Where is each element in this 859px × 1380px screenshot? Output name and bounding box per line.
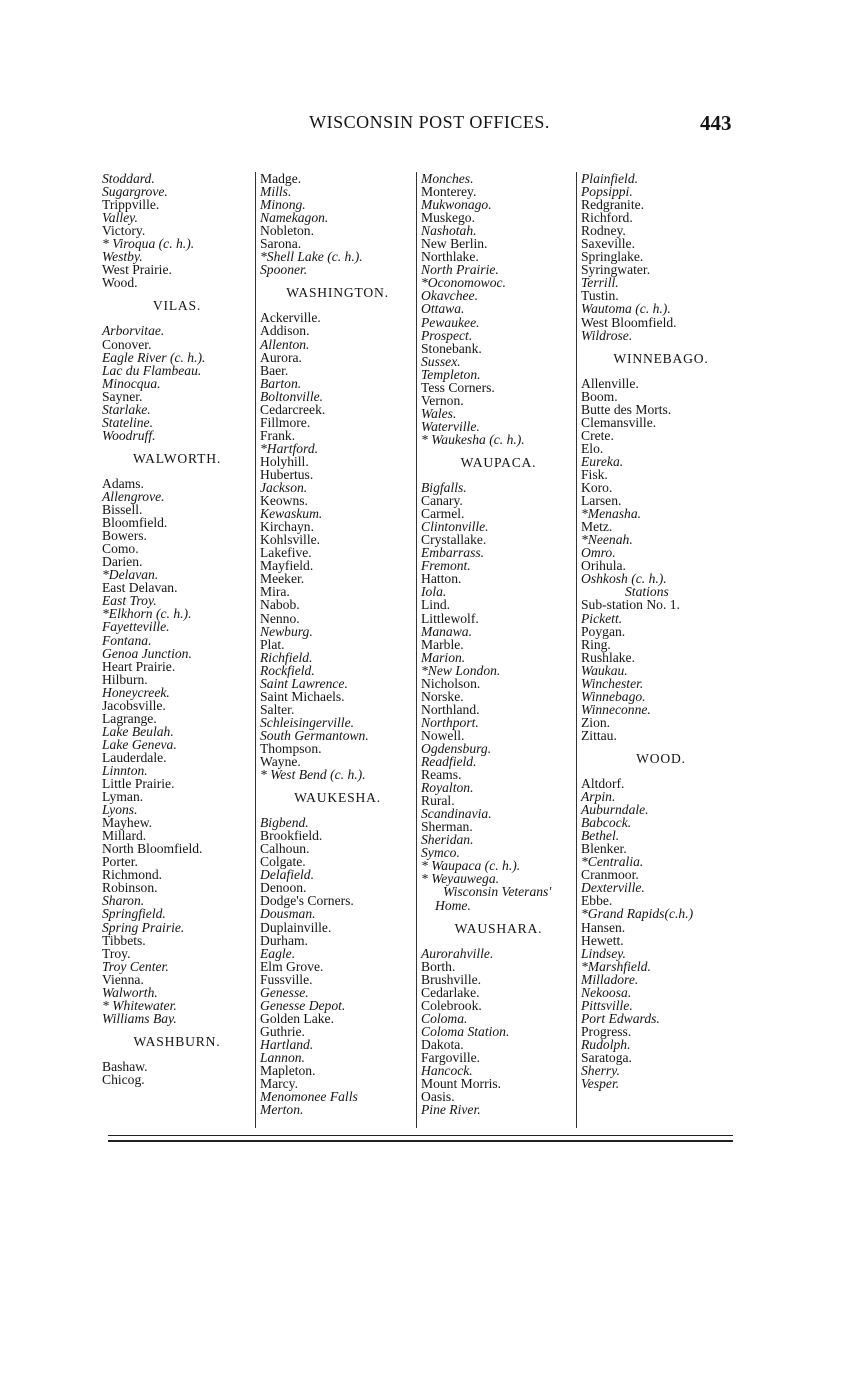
post-office-entry: Winneconne. (581, 701, 651, 717)
post-office-entry: Ackerville. (260, 310, 321, 326)
post-office-entry: Schleisingerville. (260, 714, 354, 730)
post-office-entry: Ebbe. (581, 893, 613, 909)
post-office-entry: Sharon. (102, 893, 145, 909)
post-office-entry: Bashaw. (102, 1058, 148, 1074)
post-office-entry: Sheridan. (421, 832, 474, 848)
post-office-entry: * Whitewater. (102, 997, 177, 1013)
post-office-entry: Omro. (581, 545, 616, 561)
post-office-entry: Hatton. (421, 571, 462, 587)
post-office-entry: Arpin. (581, 789, 616, 805)
post-office-entry: Mira. (260, 584, 290, 600)
post-office-entry: *Elkhorn (c. h.). (102, 606, 192, 622)
post-office-entry: Guthrie. (260, 1023, 305, 1039)
post-office-entry: Symco. (421, 845, 460, 861)
post-office-entry: Manawa. (421, 623, 472, 639)
post-office-entry: Syringwater. (581, 262, 651, 278)
post-office-entry: Springfield. (102, 906, 166, 922)
post-office-entry: Marion. (421, 649, 466, 665)
post-office-entry: Northport. (421, 714, 479, 730)
post-office-entry: Nicholson. (421, 675, 481, 691)
post-office-entry: Muskego. (421, 210, 475, 226)
post-office-entry: Aurorahville. (421, 945, 494, 961)
post-office-entry: Dodge's Corners. (260, 893, 354, 909)
post-office-entry: Madge. (260, 171, 302, 186)
post-office-entry: Como. (102, 541, 139, 557)
post-office-entry: Honeycreek. (102, 684, 170, 700)
page-number: 443 (700, 111, 732, 135)
post-office-entry: *Delavan. (102, 567, 159, 583)
post-office-entry: Delafield. (260, 867, 314, 883)
post-office-entry: Porter. (102, 854, 138, 870)
post-office-entry: Mount Morris. (421, 1076, 502, 1092)
post-office-entry: Butte des Morts. (581, 401, 672, 417)
post-office-entry: Fontana. (102, 632, 152, 648)
post-office-entry: *Shell Lake (c. h.). (260, 249, 363, 265)
post-office-entry: Pickett. (581, 610, 623, 626)
post-office-entry: Norske. (421, 688, 464, 704)
post-office-entry: Wales. (421, 405, 457, 421)
post-office-entry: Saratoga. (581, 1050, 632, 1065)
post-office-entry: Brookfield. (260, 828, 323, 844)
post-office-entry: Minocqua. (102, 375, 161, 391)
post-office-entry: Barton. (260, 375, 302, 391)
post-office-entry: Embarrass. (421, 545, 485, 561)
post-office-entry: Fillmore. (260, 414, 311, 430)
post-office-entry: Elm Grove. (260, 958, 324, 974)
post-office-entry: Tustin. (581, 288, 619, 304)
post-office-entry: Hancock. (421, 1063, 473, 1079)
post-office-entry: North Bloomfield. (102, 841, 203, 857)
post-office-entry: Saint Lawrence. (260, 675, 348, 691)
post-office-entry: Chicog. (102, 1072, 145, 1087)
post-office-entry: Lac du Flambeau. (102, 362, 202, 378)
post-office-entry: Nekoosa. (581, 984, 632, 1000)
post-office-entry: Genesse Depot. (260, 997, 346, 1013)
post-office-entry: Boltonville. (260, 388, 324, 404)
post-office-entry: *Hartford. (260, 440, 319, 456)
post-office-entry: New Berlin. (421, 236, 488, 252)
post-office-entry: Ottawa. (421, 301, 465, 317)
post-office-entry: Bowers. (102, 528, 147, 544)
county-heading: WAUKESHA. (294, 790, 381, 806)
post-office-entry: Dexterville. (581, 880, 645, 896)
post-office-entry: Wildrose. (581, 327, 633, 343)
post-office-entry: Home. (435, 897, 471, 913)
post-office-entry: South Germantown. (260, 727, 369, 743)
post-office-entry: Port Edwards. (581, 1010, 660, 1026)
post-office-entry: Lauderdale. (102, 749, 167, 765)
post-office-entry: * West Bend (c. h.). (260, 767, 366, 783)
post-office-entry: Conover. (102, 336, 152, 352)
column-divider (255, 172, 256, 1128)
post-office-entry: *Marshfield. (581, 958, 651, 974)
post-office-entry: West Prairie. (102, 262, 172, 278)
post-office-entry: Popsippi. (581, 184, 633, 200)
column-divider (576, 172, 577, 1128)
post-office-entry: Stoddard. (102, 171, 155, 186)
post-office-entry: Readfield. (421, 754, 477, 770)
post-office-entry: Borth. (421, 958, 456, 974)
post-office-entry: Sherry. (581, 1063, 620, 1079)
post-office-entry: Brushville. (421, 971, 482, 987)
post-office-entry: Okavchee. (421, 288, 478, 304)
post-office-entry: Calhoun. (260, 841, 310, 857)
post-office-entry: Sayner. (102, 388, 143, 404)
post-office-entry: Poygan. (581, 623, 626, 639)
post-office-entry: Williams Bay. (102, 1010, 177, 1026)
post-office-entry: Kirchayn. (260, 519, 314, 535)
post-office-entry: Littlewolf. (421, 610, 479, 626)
post-office-entry: North Prairie. (421, 262, 499, 278)
bottom-rule (108, 1140, 733, 1142)
post-office-entry: Linnton. (102, 762, 148, 778)
post-office-entry: Lake Geneva. (102, 736, 177, 752)
post-office-entry: Marcy. (260, 1076, 298, 1092)
post-office-entry: Rockfield. (260, 662, 315, 678)
post-office-entry: Tess Corners. (421, 379, 495, 395)
post-office-entry: Lagrange. (102, 710, 157, 726)
post-office-entry: Templeton. (421, 366, 481, 382)
post-office-entry: Genoa Junction. (102, 645, 192, 661)
post-office-entry: Royalton. (421, 780, 474, 796)
post-office-entry: Eagle River (c. h.). (102, 349, 206, 365)
post-office-entry: Nenno. (260, 610, 300, 626)
post-office-entry: Monches. (421, 171, 474, 186)
post-office-entry: Vernon. (421, 392, 464, 408)
post-office-entry: Canary. (421, 493, 463, 509)
post-office-entry: Monterey. (421, 184, 477, 200)
post-office-entry: Merton. (260, 1102, 304, 1118)
post-office-entry: Northlake. (421, 249, 479, 265)
post-office-entry: Fisk. (581, 466, 608, 482)
post-office-entry: Cedarcreek. (260, 401, 326, 417)
post-office-entry: Bloomfield. (102, 515, 168, 531)
post-office-entry: Eagle. (260, 945, 296, 961)
post-office-entry: Dousman. (260, 906, 316, 922)
post-office-entry: Trippville. (102, 197, 160, 213)
post-office-entry: Woodruff. (102, 427, 156, 443)
post-office-entry: Lind. (421, 597, 451, 613)
post-office-entry: Heart Prairie. (102, 658, 176, 674)
post-office-entry: Mayfield. (260, 558, 314, 574)
column-3 (421, 172, 576, 1116)
post-office-entry: Sugargrove. (102, 184, 168, 200)
post-office-entry: Metz. (581, 519, 613, 535)
post-office-entry: Bigbend. (260, 815, 309, 831)
county-heading: WASHINGTON. (286, 285, 389, 301)
post-office-entry: Rural. (421, 793, 455, 809)
post-office-entry: Coloma. (421, 1010, 468, 1026)
post-office-entry: * Viroqua (c. h.). (102, 236, 195, 252)
post-office-entry: Winchester. (581, 675, 644, 691)
post-office-entry: Waterville. (421, 418, 480, 434)
post-office-entry: Sarona. (260, 236, 302, 252)
post-office-entry: Durham. (260, 932, 308, 948)
post-office-entry: Little Prairie. (102, 776, 175, 792)
post-office-entry: *New London. (421, 662, 501, 678)
post-office-entry: Zion. (581, 714, 611, 730)
post-office-entry: Plat. (260, 636, 285, 652)
post-office-entry: Altdorf. (581, 776, 625, 792)
post-office-entry: Kohlsville. (260, 532, 321, 548)
post-office-entry: Holyhill. (260, 453, 309, 469)
post-office-entry: Duplainville. (260, 919, 332, 935)
post-office-entry: Mapleton. (260, 1063, 316, 1079)
county-heading: WAUSHARA. (454, 920, 543, 936)
post-office-entry: Baer. (260, 362, 289, 378)
post-office-entry: Wayne. (260, 754, 301, 770)
post-office-entry: *Neenah. (581, 532, 633, 548)
post-office-entry: Zittau. (581, 727, 617, 743)
post-office-entry: Addison. (260, 323, 310, 339)
post-office-entry: Coloma Station. (421, 1023, 510, 1039)
post-office-entry: Fayetteville. (102, 619, 170, 635)
post-office-entry: Lake Beulah. (102, 723, 174, 739)
post-office-entry: Robinson. (102, 880, 158, 896)
post-office-entry: Nowell. (421, 727, 465, 743)
post-office-entry: Wood. (102, 275, 138, 291)
post-office-entry: Cranmoor. (581, 867, 639, 883)
post-office-entry: Thompson. (260, 740, 322, 756)
post-office-entry: Valley. (102, 210, 138, 226)
post-office-entry: Stateline. (102, 414, 153, 430)
post-office-entry: Walworth. (102, 984, 158, 1000)
post-office-entry: Clemansville. (581, 414, 657, 430)
county-heading: WASHBURN. (133, 1033, 221, 1049)
post-office-entry: Elo. (581, 440, 604, 456)
post-office-entry: Milladore. (581, 971, 639, 987)
post-office-entry: Westby. (102, 249, 143, 265)
post-office-entry: Menomonee Falls (260, 1089, 358, 1105)
post-office-entry: Salter. (260, 701, 295, 717)
post-office-entry: Vienna. (102, 971, 144, 987)
post-office-entry: Carmel. (421, 506, 465, 522)
post-office-entry: Colebrook. (421, 997, 482, 1013)
post-office-entry: Kewaskum. (260, 506, 323, 522)
post-office-entry: Hansen. (581, 919, 626, 935)
post-office-entry: Saint Michaels. (260, 688, 345, 704)
post-office-entry: Allenton. (260, 336, 310, 352)
post-office-entry: Colgate. (260, 854, 306, 870)
post-office-entry: Orihula. (581, 558, 626, 574)
post-office-entry: Marble. (421, 636, 464, 652)
post-office-entry: * Weyauwega. (421, 871, 500, 887)
post-office-entry: East Troy. (102, 593, 157, 609)
post-office-entry: Darien. (102, 554, 143, 570)
post-office-entry: Nobleton. (260, 223, 314, 239)
post-office-entry: Redgranite. (581, 197, 645, 213)
post-office-entry: Rodney. (581, 223, 626, 239)
post-office-entry: Mukwonago. (421, 197, 492, 213)
bottom-rule (108, 1135, 733, 1136)
post-office-entry: Golden Lake. (260, 1010, 334, 1026)
post-office-entry: Sherman. (421, 819, 473, 835)
post-office-entry: Lakefive. (260, 545, 312, 561)
post-office-entry: Babcock. (581, 815, 632, 831)
post-office-entry: Ring. (581, 636, 611, 652)
post-office-entry: Spooner. (260, 262, 308, 278)
post-office-entry: Spring Prairie. (102, 919, 185, 935)
post-office-entry: Hartland. (260, 1036, 314, 1052)
post-office-entry: Auburndale. (581, 802, 649, 818)
post-office-entry: Vesper. (581, 1076, 620, 1092)
post-office-entry: Victory. (102, 223, 146, 239)
county-heading: WALWORTH. (132, 450, 222, 466)
post-office-entry: Adams. (102, 475, 144, 491)
post-office-entry: Winnebago. (581, 688, 646, 704)
post-office-entry: Lyons. (102, 802, 138, 818)
post-office-entry: Northland. (421, 701, 480, 717)
post-office-entry: Hubertus. (260, 466, 314, 482)
post-office-entry: Richford. (581, 210, 633, 226)
post-office-entry: Oshkosh (c. h.). (581, 571, 667, 587)
post-office-entry: Jacobsville. (102, 697, 166, 713)
post-office-entry: Mayhew. (102, 815, 153, 831)
post-office-entry: Rushlake. (581, 649, 635, 665)
post-office-entry: Plainfield. (581, 171, 639, 186)
post-office-entry: Wautoma (c. h.). (581, 301, 671, 317)
post-office-entry: Cedarlake. (421, 984, 480, 1000)
post-office-entry: Allenville. (581, 375, 639, 391)
post-office-entry: Fremont. (421, 558, 471, 574)
post-office-entry: Jackson. (260, 480, 308, 496)
post-office-entry: Frank. (260, 427, 296, 443)
post-office-entry: Richmond. (102, 867, 163, 883)
post-office-entry: Ogdensburg. (421, 740, 492, 756)
post-office-entry: Bissell. (102, 502, 143, 518)
post-office-entry: Rudolph. (581, 1036, 631, 1052)
post-office-entry: Prospect. (421, 327, 473, 343)
county-heading: VILAS. (152, 298, 202, 314)
post-office-entry: Sub-station No. 1. (581, 597, 680, 613)
post-office-entry: Mills. (260, 184, 292, 200)
post-office-entry: Richfield. (260, 649, 313, 665)
post-office-entry: Eureka. (581, 453, 624, 469)
post-office-entry: Terrill. (581, 275, 619, 291)
post-office-entry: Millard. (102, 828, 147, 844)
post-office-entry: Hewett. (581, 932, 624, 948)
post-office-entry: Denoon. (260, 880, 307, 896)
post-office-entry: Nabob. (260, 597, 300, 613)
post-office-entry: * Waukesha (c. h.). (421, 431, 525, 447)
county-heading: WINNEBAGO. (613, 350, 709, 366)
post-office-entry: Pine River. (421, 1102, 481, 1118)
post-office-entry: Stonebank. (421, 340, 482, 356)
post-office-entry: Iola. (421, 584, 447, 600)
post-office-entry: Bethel. (581, 828, 620, 844)
post-office-entry: *Oconomowoc. (421, 275, 506, 291)
post-office-entry: Boom. (581, 388, 618, 404)
post-office-entry: * Waupaca (c. h.). (421, 858, 521, 874)
post-office-entry: Larsen. (581, 493, 622, 509)
post-office-entry: Arborvitae. (102, 323, 165, 339)
post-office-entry: Aurora. (260, 349, 302, 365)
column-divider (416, 172, 417, 1128)
post-office-entry: Blenker. (581, 841, 627, 857)
post-office-entry: Newburg. (260, 623, 313, 639)
post-office-entry: Clintonville. (421, 519, 489, 535)
post-office-entry: Lindsey. (581, 945, 626, 961)
county-heading: WAUPACA. (460, 454, 537, 470)
post-office-entry: Sussex. (421, 353, 461, 369)
post-office-entry: East Delavan. (102, 580, 178, 596)
post-office-entry: *Menasha. (581, 506, 642, 522)
post-office-entry: Keowns. (260, 493, 308, 509)
post-office-entry: Reams. (421, 767, 462, 783)
post-office-entry: Progress. (581, 1023, 632, 1039)
post-office-entry: Fussville. (260, 971, 313, 987)
post-office-entry: Crystallake. (421, 532, 487, 548)
post-office-entry: Hilburn. (102, 671, 148, 687)
post-office-entry: Tibbets. (102, 932, 146, 948)
post-office-entry: Starlake. (102, 401, 151, 417)
post-office-entry: Lyman. (102, 789, 144, 805)
post-office-entry: *Grand Rapids(c.h.) (581, 906, 694, 922)
post-office-entry: Meeker. (260, 571, 305, 587)
post-office-entry: Nashotah. (421, 223, 477, 239)
running-title: WISCONSIN POST OFFICES. (309, 112, 550, 132)
post-office-entry: Namekagon. (260, 210, 329, 226)
post-office-entry: Waukau. (581, 662, 628, 678)
post-office-entry: Crete. (581, 427, 614, 443)
post-office-entry: *Centralia. (581, 854, 644, 870)
post-office-entry: Stations (625, 584, 669, 600)
column-4 (581, 172, 741, 1090)
post-office-entry: Troy Center. (102, 958, 169, 974)
post-office-entry: Troy. (102, 945, 131, 961)
post-office-entry: Fargoville. (421, 1050, 481, 1065)
post-office-entry: Pittsville. (581, 997, 633, 1013)
post-office-entry: Wisconsin Veterans' (443, 884, 552, 900)
post-office-entry: Scandinavia. (421, 806, 492, 822)
post-office-entry: Dakota. (421, 1036, 464, 1052)
post-office-entry: Pewaukee. (421, 314, 480, 330)
post-office-entry: Lannon. (260, 1050, 305, 1065)
post-office-entry: Minong. (260, 197, 306, 213)
column-2 (260, 172, 415, 1116)
post-office-entry: Genesse. (260, 984, 309, 1000)
column-1 (102, 172, 252, 1086)
post-office-entry: Koro. (581, 480, 613, 496)
post-office-entry: Allengrove. (102, 488, 165, 504)
post-office-entry: Saxeville. (581, 236, 635, 252)
county-heading: WOOD. (636, 750, 686, 766)
post-office-entry: Oasis. (421, 1089, 455, 1105)
post-office-entry: Bigfalls. (421, 480, 467, 496)
post-office-entry: West Bloomfield. (581, 314, 677, 330)
post-office-entry: Springlake. (581, 249, 644, 265)
